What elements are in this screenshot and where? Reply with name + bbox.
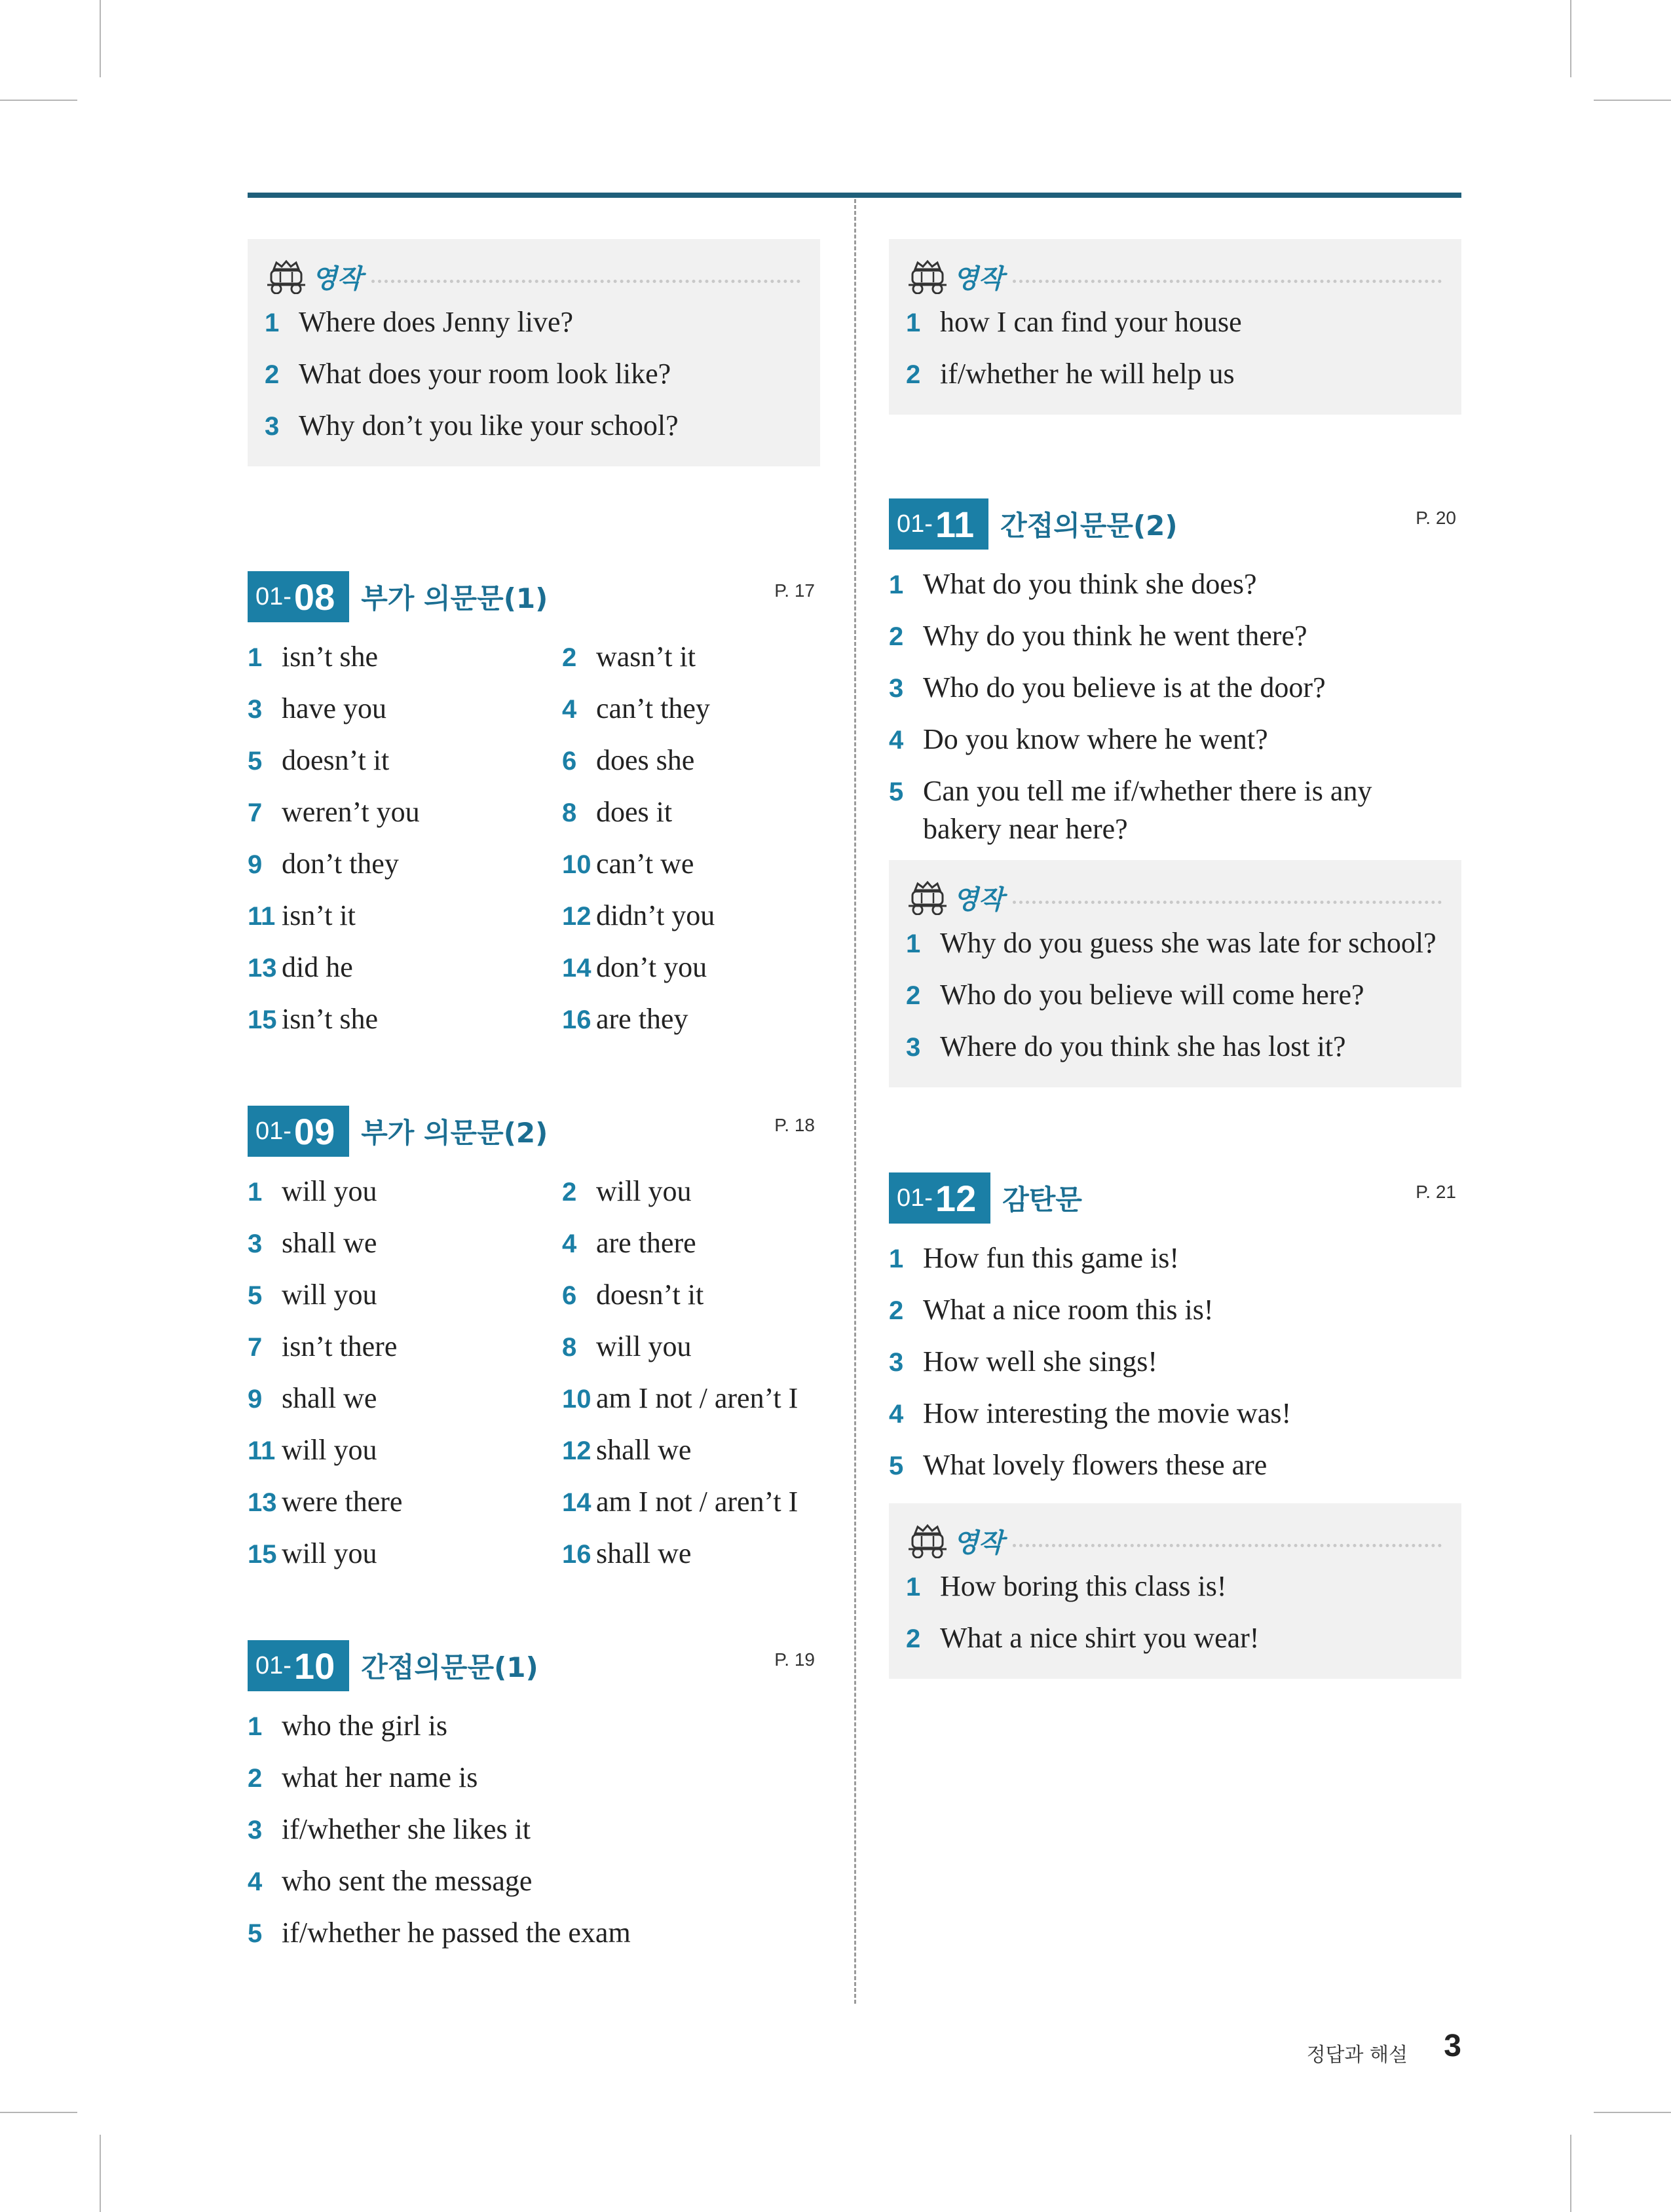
answer-item — [889, 1336, 1461, 1388]
answer-number: 6 — [562, 1281, 577, 1310]
footer-label: 정답과 해설 — [1306, 2044, 1408, 2067]
section-header — [889, 1172, 1461, 1224]
answer-text: weren’t you — [282, 796, 420, 828]
answer-number: 1 — [889, 571, 904, 599]
answer-number: 15 — [248, 1540, 277, 1569]
answer-item — [248, 1804, 820, 1856]
section-01-12 — [889, 1172, 1461, 1679]
answer-item — [248, 942, 562, 994]
answer-text: will you — [282, 1434, 377, 1466]
answer-number: 2 — [562, 643, 577, 672]
answer-item — [248, 1425, 562, 1476]
answer-number: 4 — [248, 1867, 263, 1896]
answer-item — [248, 1700, 820, 1752]
answer-number: 14 — [562, 954, 591, 983]
badge-prefix: 01- — [897, 1184, 933, 1212]
writing-label: 영작 — [953, 884, 1004, 915]
answer-item — [248, 1856, 820, 1907]
answer-text: don’t you — [596, 951, 707, 983]
answer-text: didn’t you — [596, 899, 715, 931]
section-badge — [248, 1106, 349, 1157]
page-reference: P. 21 — [1416, 1182, 1456, 1202]
answer-number: 4 — [562, 695, 577, 724]
carriage-icon — [265, 259, 308, 294]
carriage-icon — [906, 880, 949, 915]
answer-item — [889, 1388, 1461, 1440]
answer-item — [248, 787, 562, 838]
answer-number: 3 — [889, 674, 904, 703]
answer-number: 8 — [562, 1333, 577, 1362]
carriage-icon — [906, 259, 949, 294]
answer-text: can’t we — [596, 848, 694, 880]
crop-mark — [1570, 0, 1571, 77]
section-header — [889, 498, 1461, 550]
answer-text: are there — [596, 1227, 696, 1259]
answer-number: 4 — [889, 726, 904, 755]
answer-number: 1 — [248, 1712, 263, 1741]
answer-item — [562, 1269, 820, 1321]
answer-text: did he — [282, 951, 353, 983]
answer-item — [248, 1907, 820, 1959]
answer-text: Why do you think he went there? — [923, 620, 1307, 652]
crop-mark — [1570, 2135, 1571, 2212]
answer-item — [248, 1752, 820, 1804]
section-badge — [248, 1640, 349, 1691]
badge-number: 08 — [293, 576, 335, 618]
answer-item — [906, 1561, 1442, 1613]
answer-text: shall we — [596, 1434, 692, 1466]
answer-text: What a nice room this is! — [923, 1294, 1214, 1326]
answer-item — [889, 772, 1387, 848]
answer-item — [906, 918, 1442, 969]
answer-text: if/whether he will help us — [940, 358, 1235, 390]
answer-item — [248, 1218, 562, 1269]
answer-number: 2 — [248, 1764, 263, 1793]
writing-box — [889, 860, 1461, 1087]
answer-text: What lovely flowers these are — [923, 1449, 1267, 1481]
section-01-09 — [248, 1106, 820, 1580]
badge-prefix: 01- — [897, 510, 933, 538]
answer-text: am I not / aren’t I — [596, 1382, 798, 1414]
badge-number: 09 — [293, 1110, 335, 1152]
section-badge — [889, 498, 988, 550]
answer-number: 4 — [562, 1229, 577, 1258]
answer-text: will you — [596, 1330, 692, 1362]
answer-text: how I can find your house — [940, 306, 1242, 338]
crop-mark — [1594, 100, 1671, 101]
answer-text: Who do you believe will come here? — [940, 979, 1364, 1011]
answer-item — [562, 942, 820, 994]
answer-number: 3 — [248, 695, 263, 724]
answer-number: 16 — [562, 1540, 591, 1569]
badge-prefix: 01- — [255, 1117, 291, 1145]
answer-item — [562, 1166, 820, 1218]
section-header — [248, 1640, 820, 1691]
section-badge — [248, 571, 349, 622]
answer-item — [248, 1476, 562, 1528]
writing-header — [906, 1520, 1442, 1561]
writing-header — [906, 256, 1442, 297]
answer-item — [562, 1321, 820, 1373]
answer-text: have you — [282, 692, 387, 724]
answer-text: are they — [596, 1003, 688, 1035]
answer-number: 14 — [562, 1488, 591, 1517]
crop-mark — [1594, 2112, 1671, 2113]
answer-text: who the girl is — [282, 1710, 447, 1742]
writing-box — [889, 239, 1461, 415]
answer-text: What a nice shirt you wear! — [940, 1622, 1260, 1654]
answer-item — [906, 1613, 1442, 1664]
answer-number: 12 — [562, 902, 591, 931]
page-reference: P. 17 — [774, 580, 815, 601]
answer-item — [889, 662, 1461, 714]
answer-number: 5 — [248, 1919, 263, 1948]
badge-prefix: 01- — [255, 582, 291, 610]
dotted-rule — [1013, 1544, 1442, 1547]
answer-number: 2 — [889, 622, 904, 651]
answer-item — [562, 890, 820, 942]
answer-number: 2 — [265, 360, 280, 389]
answer-item — [248, 735, 562, 787]
answer-grid — [248, 631, 820, 1045]
answer-item — [562, 735, 820, 787]
answer-item — [889, 559, 1461, 610]
answer-text: How fun this game is! — [923, 1242, 1180, 1274]
answer-number: 5 — [248, 1281, 263, 1310]
dotted-rule — [371, 280, 800, 283]
answer-text: isn’t she — [282, 1003, 379, 1035]
answer-number: 8 — [562, 798, 577, 827]
answer-item — [265, 297, 800, 348]
answer-number: 1 — [906, 929, 921, 958]
answer-text: doesn’t it — [282, 744, 390, 776]
answer-item — [562, 838, 820, 890]
writing-label: 영작 — [312, 263, 363, 294]
writing-label: 영작 — [953, 263, 1004, 294]
answer-text: Why don’t you like your school? — [299, 409, 679, 441]
answer-text: Can you tell me if/whether there is any bakery near here? — [923, 775, 1372, 845]
answer-text: don’t they — [282, 848, 399, 880]
answer-number: 3 — [248, 1816, 263, 1845]
answer-item — [906, 297, 1442, 348]
answer-number: 1 — [265, 309, 280, 337]
answer-text: isn’t it — [282, 899, 356, 931]
answer-number: 16 — [562, 1005, 591, 1034]
answer-number: 2 — [889, 1296, 904, 1325]
answer-item — [562, 1218, 820, 1269]
answer-number: 11 — [248, 1436, 276, 1465]
answer-text: can’t they — [596, 692, 710, 724]
badge-number: 12 — [935, 1177, 977, 1219]
answer-text: How interesting the movie was! — [923, 1397, 1292, 1429]
answer-item — [248, 1269, 562, 1321]
section-title: 간접의문문(1) — [361, 1651, 538, 1683]
answer-number: 2 — [906, 981, 921, 1010]
answer-number: 3 — [265, 412, 280, 441]
answer-number: 7 — [248, 1333, 263, 1362]
answer-text: Why do you guess she was late for school? — [940, 927, 1436, 959]
answer-number: 4 — [889, 1400, 904, 1429]
answer-number: 1 — [248, 643, 263, 672]
writing-box — [248, 239, 820, 466]
answer-item — [562, 1373, 820, 1425]
answer-item — [248, 1321, 562, 1373]
answer-text: doesn’t it — [596, 1279, 704, 1311]
answer-item — [889, 1440, 1461, 1491]
answer-item — [248, 994, 562, 1045]
answer-number: 15 — [248, 1005, 277, 1034]
right-column — [889, 239, 1461, 1679]
answer-item — [248, 1528, 562, 1580]
section-01-10 — [248, 1640, 820, 1959]
section-title: 부가 의문문(1) — [361, 582, 548, 614]
section-header — [248, 1106, 820, 1157]
badge-number: 10 — [293, 1645, 335, 1687]
answer-item — [562, 1528, 820, 1580]
answer-number: 1 — [906, 309, 921, 337]
answer-item — [248, 631, 562, 683]
answer-text: What does your room look like? — [299, 358, 671, 390]
answer-text: Who do you believe is at the door? — [923, 671, 1326, 703]
answer-text: Where does Jenny live? — [299, 306, 574, 338]
answer-item — [562, 994, 820, 1045]
answer-text: How well she sings! — [923, 1345, 1158, 1378]
answer-text: does it — [596, 796, 673, 828]
answer-item — [889, 714, 1461, 766]
section-01-08 — [248, 571, 820, 1045]
answer-item — [562, 1476, 820, 1528]
answer-text: isn’t there — [282, 1330, 398, 1362]
answer-text: am I not / aren’t I — [596, 1486, 798, 1518]
crop-mark — [0, 2112, 77, 2113]
answer-number: 13 — [248, 1488, 277, 1517]
writing-box — [889, 1503, 1461, 1679]
answer-item — [248, 890, 562, 942]
answer-number: 11 — [248, 902, 276, 931]
answer-number: 10 — [562, 850, 591, 879]
answer-text: Do you know where he went? — [923, 723, 1268, 755]
section-title: 간접의문문(2) — [1000, 510, 1178, 542]
answer-text: Where do you think she has lost it? — [940, 1030, 1346, 1062]
badge-number: 11 — [935, 503, 975, 545]
answer-text: will you — [282, 1537, 377, 1569]
answer-item — [265, 348, 800, 400]
answer-text: will you — [596, 1175, 692, 1207]
section-header — [248, 571, 820, 622]
answer-number: 2 — [562, 1178, 577, 1207]
answer-text: if/whether she likes it — [282, 1813, 531, 1845]
section-badge — [889, 1172, 990, 1224]
page-reference: P. 20 — [1416, 508, 1456, 528]
column-divider — [854, 199, 856, 2004]
page-number: 3 — [1444, 2029, 1461, 2063]
answer-number: 3 — [906, 1033, 921, 1062]
answer-item — [562, 1425, 820, 1476]
carriage-icon — [906, 1523, 949, 1558]
answer-text: will you — [282, 1279, 377, 1311]
answer-item — [248, 1373, 562, 1425]
answer-number: 9 — [248, 850, 263, 879]
answer-text: does she — [596, 744, 695, 776]
answer-item — [889, 610, 1461, 662]
badge-prefix: 01- — [255, 1651, 291, 1679]
answer-text: what her name is — [282, 1761, 478, 1793]
answer-text: shall we — [282, 1382, 377, 1414]
answer-number: 1 — [889, 1245, 904, 1273]
answer-number: 5 — [889, 1452, 904, 1480]
answer-text: if/whether he passed the exam — [282, 1917, 631, 1949]
answer-text: How boring this class is! — [940, 1570, 1227, 1602]
answer-item — [248, 683, 562, 735]
answer-text: shall we — [282, 1227, 377, 1259]
dotted-rule — [1013, 901, 1442, 904]
top-rule — [248, 193, 1461, 198]
answer-item — [906, 348, 1442, 400]
answer-number: 2 — [906, 360, 921, 389]
page-reference: P. 18 — [774, 1115, 815, 1135]
answer-number: 13 — [248, 954, 277, 983]
crop-mark — [100, 2135, 101, 2212]
answer-text: shall we — [596, 1537, 692, 1569]
section-01-11 — [889, 498, 1461, 1087]
answer-number: 2 — [906, 1624, 921, 1653]
crop-mark — [100, 0, 101, 77]
writing-label: 영작 — [953, 1528, 1004, 1558]
left-column — [248, 239, 820, 1959]
answer-item — [906, 1021, 1442, 1073]
answer-number: 1 — [248, 1178, 263, 1207]
answer-number: 3 — [889, 1348, 904, 1377]
answer-item — [562, 631, 820, 683]
answer-text: will you — [282, 1175, 377, 1207]
answer-number: 12 — [562, 1436, 591, 1465]
answer-text: wasn’t it — [596, 641, 696, 673]
section-title: 부가 의문문(2) — [361, 1117, 548, 1149]
answer-item — [248, 1166, 562, 1218]
answer-item — [562, 787, 820, 838]
answer-number: 7 — [248, 798, 263, 827]
answer-number: 5 — [889, 778, 904, 806]
answer-item — [562, 683, 820, 735]
answer-number: 3 — [248, 1229, 263, 1258]
crop-mark — [0, 100, 77, 101]
answer-item — [248, 838, 562, 890]
answer-text: who sent the message — [282, 1865, 533, 1897]
answer-grid — [248, 1166, 820, 1580]
dotted-rule — [1013, 280, 1442, 283]
answer-item — [906, 969, 1442, 1021]
answer-text: were there — [282, 1486, 403, 1518]
answer-number: 6 — [562, 747, 577, 776]
writing-header — [265, 256, 800, 297]
answer-number: 5 — [248, 747, 263, 776]
answer-number: 10 — [562, 1385, 591, 1414]
answer-number: 9 — [248, 1385, 263, 1414]
answer-number: 1 — [906, 1573, 921, 1602]
answer-item — [889, 1284, 1461, 1336]
page-reference: P. 19 — [774, 1649, 815, 1670]
section-title: 감탄문 — [1002, 1184, 1082, 1216]
answer-item — [265, 400, 800, 452]
answer-item — [889, 1233, 1461, 1284]
answer-text: What do you think she does? — [923, 568, 1257, 600]
writing-header — [906, 877, 1442, 918]
answer-text: isn’t she — [282, 641, 379, 673]
